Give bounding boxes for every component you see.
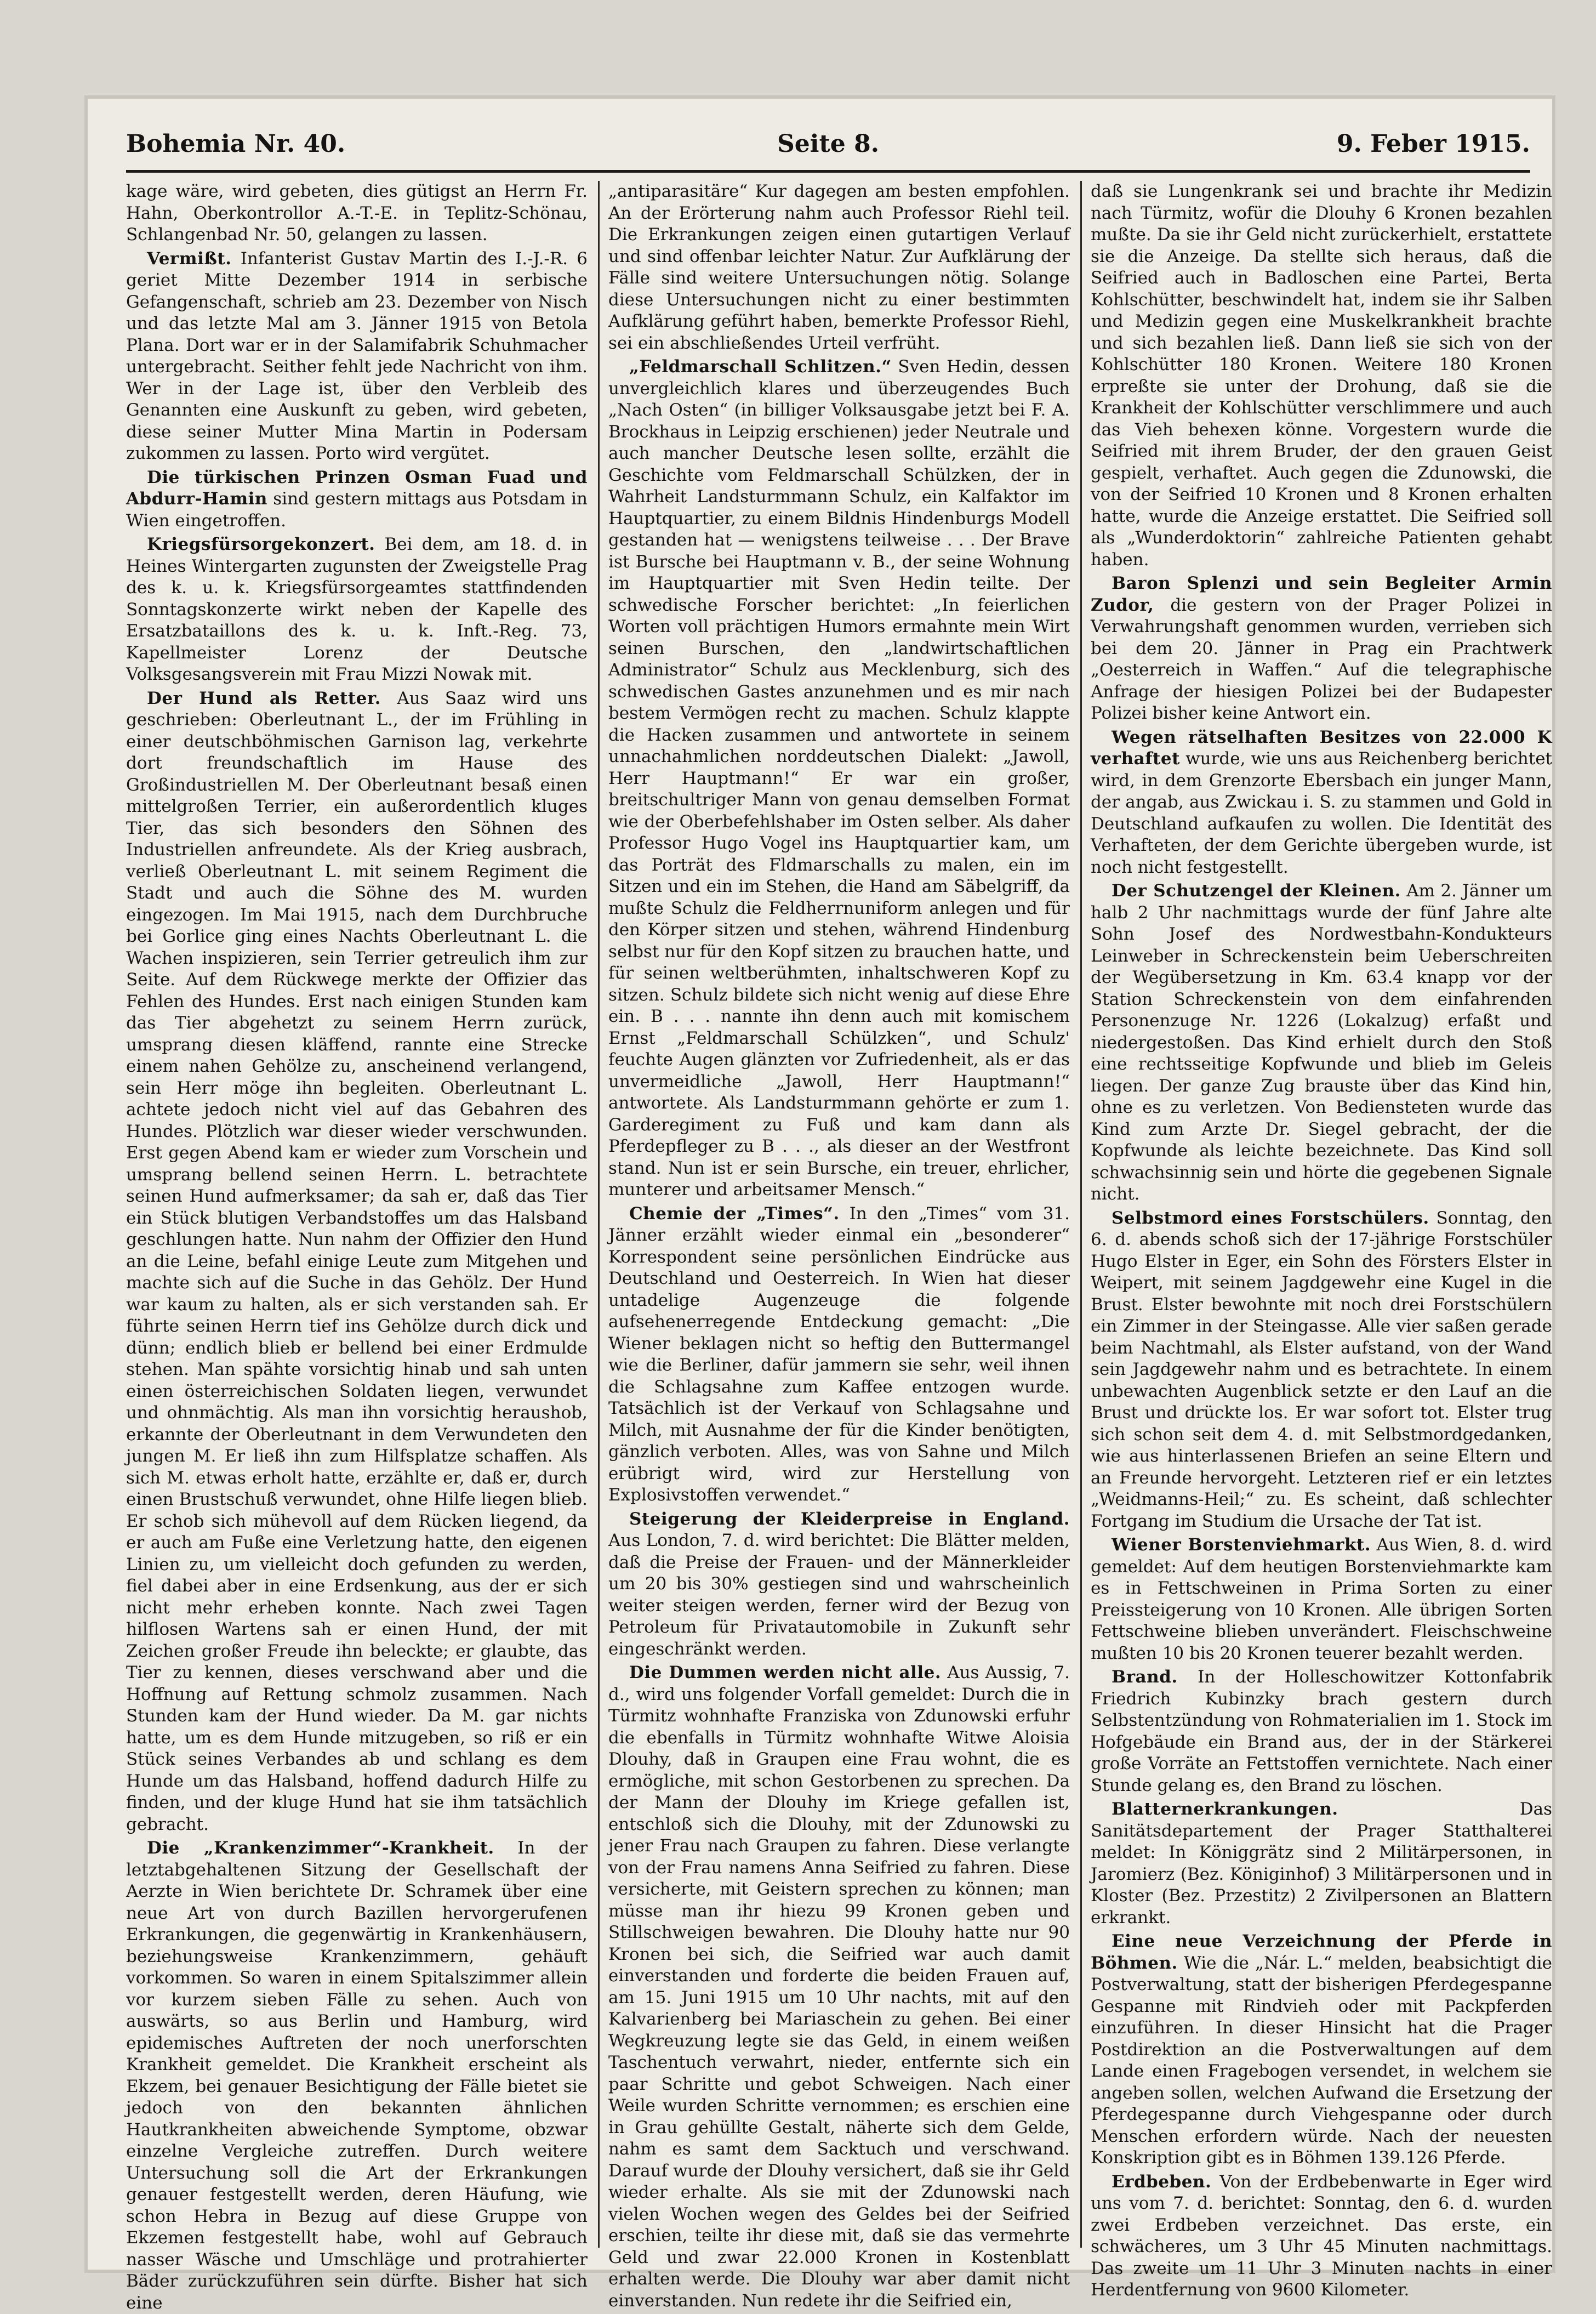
article-paragraph: [126, 688, 588, 1836]
article-paragraph: [1091, 1931, 1552, 2169]
article-text: In der Holleschowitzer Kottonfabrik Friedrich Kubinzky brach gestern durch Selbstentzündung von Rohmaterialien im 1. Stock im Hofgebäude ein Brand aus, der in der Stärkerei große Vorräte an Fettstoffen vernichtete. Nach einer Stunde gelang es, den Brand zu löschen.: [1091, 1667, 1552, 1795]
article-text: „antiparasitäre“ Kur dagegen am besten empfohlen. An der Erörterung nahm auch Professor Riehl teil. Die Erkrankungen zeigen einen gutartigen Verlauf und sind offenbar leichter Natur. Zur Aufklärung der Fälle sind weitere Untersuchungen nötig. Solange diese Untersuchungen nicht zu einer bestimmten Aufklärung geführt haben, bemerkte Professor Riehl, sei ein abschließendes Urteil verfrüht.: [608, 181, 1070, 353]
article-heading: Brand.: [1112, 1667, 1178, 1687]
article-paragraph: [126, 467, 588, 532]
article-text: wurde, wie uns aus Reichenberg berichtet wird, in dem Grenzorte Ebersbach ein junger Mann, der angab, aus Zwickau i. S. zu stammen und Gold in Deutschland aufkaufen zu wollen. Die Identität des Verhafteten, der dem Gerichte übergeben wurde, ist noch nicht festgestellt.: [1091, 749, 1552, 877]
article-paragraph: [608, 1509, 1070, 1661]
article-text: Aus Saaz wird uns geschrieben: Oberleutnant L., der im Frühling in einer deutschböhmischen Garnison lag, verkehrte dort freundschaftlich im Hause des Großindustriellen M. Der Oberleutnant besaß einen mittelgroßen Terrier, ein außerordentlich kluges Tier, das sich besonders den Söhnen des Industriellen anfreundete. Als der Krieg ausbrach, verließ Oberleutnant L. mit seinem Regiment die Stadt und auch die Söhne des M. wurden eingezogen. Im Mai 1915, nach dem Durchbruche bei Gorlice ging eines Nachts Oberleutnant L. die Wachen inspizieren, sein Terrier getreulich ihm zur Seite. Auf dem Rückwege merkte der Offizier das Fehlen des Hundes. Erst nach einigen Stunden kam das Tier abgehetzt zu seinem Herrn zurück, umsprang diesen kläffend, rannte eine Strecke einem nahen Gehölze zu, anscheinend verlangend, sein Herr möge ihn begleiten. Oberleutnant L. achtete jedoch nicht viel auf das Gebahren des Hundes. Plötzlich war dieser wieder verschwunden. Erst gegen Abend kam er wieder zum Vorschein und umsprang bellend seinen Herrn. L. betrachtete seinen Hund aufmerksamer; da sah er, daß das Tier ein Stück blutigen Verbandstoffes um das Halsband geschlungen hatte. Nun nahm der Offizier den Hund an die Leine, befahl einige Leute zum Mitgehen und machte sich auf die Suche in das Gehölz. Der Hund war kaum zu halten, als er sich verstanden sah. Er führte seinen Herrn tief ins Gehölze durch dick und dünn; endlich blieb er bellend bei einer Erdmulde stehen. Man spähte vorsichtig hinab und sah unten einen österreichischen Soldaten liegen, verwundet und ohnmächtig. Als man ihn vorsichtig heraushob, erkannte der Oberleutnant in dem Verwundeten den jungen M. Er ließ ihn zum Hilfsplatze schaffen. Als sich M. etwas erholt hatte, erzählte er, daß er, durch einen Brustschuß verwundet, ohne Hilfe liegen blieb. Er schob sich mühevoll auf dem Rücken liegend, da er auch am Fuße eine Verletzung hatte, den eigenen Linien zu, um vielleicht doch gefunden zu werden, fiel dabei aber in eine Erdsenkung, aus der er sich nicht mehr erheben konnte. Nach zwei Tagen hilflosen Wartens sah er einen Hund, der mit Zeichen großer Freude ihn beleckte; er glaubte, das Tier zu kennen, dieses verschwand aber und die Hoffnung auf Rettung schmolz zusammen. Nach Stunden kam der Hund wieder. Da M. gar nichts hatte, um es dem Hunde mitzugeben, so riß er ein Stück seines Verbandes ab und schlang es dem Hunde um das Halsband, hoffend dadurch Hilfe zu finden, und der kluge Hund hat sie ihm tatsächlich gebracht.: [126, 688, 588, 1834]
article-paragraph: [1091, 573, 1552, 725]
article-paragraph: [126, 1838, 588, 2314]
article-heading: „Feldmarschall Schlitzen.“: [629, 357, 892, 377]
page-header: [126, 118, 1530, 173]
article-text: In den „Times“ vom 31. Jänner erzählt wieder einmal ein „besonderer“ Korrespondent seine persönlichen Eindrücke aus Deutschland und Oesterreich. In Wien hat dieser untadelige Augenzeuge die folgende aufsehenerregende Entdeckung gemacht: „Die Wiener beklagen nicht so heftig den Buttermangel wie die Berliner, dafür jammern sie sehr, weil ihnen die Schlagsahne zum Kaffee entzogen wurde. Tatsächlich ist der Verkauf von Schlagsahne und Milch, mit Ausnahme der für die Kinder benötigten, gänzlich verboten. Alles, was von Sahne und Milch erübrigt wird, wird zur Herstellung von Explosivstoffen verwendet.“: [608, 1203, 1070, 1505]
article-heading: Die Dummen werden nicht alle.: [629, 1663, 942, 1682]
article-paragraph: [1091, 1799, 1552, 1929]
article-heading: Kriegsfürsorgekonzert.: [147, 535, 375, 554]
article-text: Aus Aussig, 7. d., wird uns folgender Vorfall gemeldet: Durch die in Türmitz wohnhafte Franziska von Zdunowski erfuhr die ebenfalls in Türmitz wohnhafte Witwe Aloisia Dlouhy, daß in Graupen eine Frau wohnt, die es ermögliche, mit schon Gestorbenen zu sprechen. Da der Mann der Dlouhy im Kriege gefallen ist, entschloß sich die Dlouhy, mit der Zdunowski zu jener Frau nach Graupen zu fahren. Diese verlangte von der Frau namens Anna Seifried zu fahren. Diese versicherte, mit Geistern sprechen zu können; man müsse man ihr hiezu 99 Kronen geben und Stillschweigen bewahren. Die Dlouhy hatte nur 90 Kronen bei sich, die Seifried war auch damit einverstanden und forderte die beiden Frauen auf, am 15. Juni 1915 um 10 Uhr nachts, mit auf den Kalvarienberg bei Mariaschein zu gehen. Bei einer Wegkreuzung legte sie das Geld, in einem weißen Taschentuch verwahrt, nieder, entfernte sich ein paar Schritte und gebot Schweigen. Nach einer Weile wurden Schritte vernommen; es erschien eine in Grau gehüllte Gestalt, näherte sich dem Gelde, nahm es samt dem Sacktuch und verschwand. Darauf wurde der Dlouhy versichert, daß sie ihr Geld wieder erhalte. Als sie mit der Zdunowski nach vielen Wochen wegen des Geldes bei der Seifried erschien, teilte ihr diese mit, daß sie das vermehrte Geld und zwar 22.000 Kronen in Kostenblatt erhalten werde. Die Dlouhy war aber damit nicht einverstanden. Nun redete ihr die Seifried ein,: [608, 1663, 1070, 2311]
article-heading: Die türkischen Prinzen Osman Fuad und Abdurr-Hamin: [126, 467, 588, 509]
article-paragraph: [1091, 181, 1552, 571]
article-paragraph: [1091, 1667, 1552, 1796]
article-text: sind gestern mittags aus Potsdam in Wien eingetroffen.: [126, 489, 588, 531]
article-text: daß sie Lungenkrank sei und brachte ihr Medizin nach Türmitz, wofür die Dlouhy 6 Kronen bezahlen mußte. Da sie ihr Geld nicht zurückerhielt, erstattete sie die Anzeige. Da stellte sich heraus, daß die Seifried auch in Badloschen eine Partei, Berta Kohlschütter, beschwindelt hat, indem sie ihr Salben und Medizin gegen eine Muskelkrankheit brachte und sich bezahlen ließ. Dann ließ sie sich von der Kohlschütter 180 Kronen. Weitere 180 Kronen erpreßte sie unter der Drohung, daß sie die Krankheit der Kohlschütter verschlimmere und auch das Vieh behexen könne. Vorgestern wurde die Seifried mit ihrem Bruder, der den grauen Geist gespielt, verhaftet. Auch gegen die Zdunowski, die von der Seifried 10 Kronen und 8 Kronen erhalten hatte, wurde die Anzeige erstattet. Die Seifried soll als „Wunderdoktorin“ zahlreiche Patienten gehabt haben.: [1091, 181, 1552, 570]
column-divider: [598, 181, 600, 2248]
article-text: Aus Wien, 8. d. wird gemeldet: Auf dem heutigen Borstenviehmarkte kam es in Fettschweinen in Prima Sorten zu einer Preissteigerung von 10 Kronen. Alle übrigen Sorten Fettschweine blieben unverändert. Fleischschweine mußten 10 bis 20 Kronen teuerer bezahlt werden.: [1091, 1535, 1552, 1663]
article-text: die gestern von der Prager Polizei in Verwahrungshaft genommen wurden, verrieben sich bei dem 20. Jänner in Prag ein Prachtwerk „Oesterreich in Waffen.“ Auf die telegraphische Anfrage der hiesigen Polizei bei der Budapester Polizei bisher keine Antwort ein.: [1091, 595, 1552, 723]
masthead-issue: Bohemia Nr. 40.: [126, 130, 346, 158]
column-2: [608, 181, 1070, 2311]
article-heading: Die „Krankenzimmer“-Krankheit.: [147, 1838, 494, 1858]
article-heading: Wiener Borstenviehmarkt.: [1112, 1535, 1371, 1555]
article-heading: Wegen rätselhaften Besitzes von 22.000 K verhaftet: [1091, 727, 1552, 769]
article-text: Am 2. Jänner um halb 2 Uhr nachmittags wurde der fünf Jahre alte Sohn Josef des Nordwestbahn-Kondukteurs Leinweber in Schreckenstein beim Ueberschreiten der Wegübersetzung in Km. 63.4 knapp vor der Station Schreckenstein von dem einfahrenden Personenzuge Nr. 1226 (Lokalzug) erfaßt und niedergestoßen. Das Kind erhielt durch den Stoß eine rechtsseitige Kopfwunde und blieb im Geleis liegen. Der ganze Zug brauste über das Kind hin, ohne es zu verletzen. Von Bediensteten wurde das Kind zum Arzte Dr. Siegel gebracht, der die Kopfwunde als leichte bezeichnete. Das Kind soll schwachsinnig sein und hörte die gegebenen Signale nicht.: [1091, 881, 1552, 1204]
article-heading: Blatternerkrankungen.: [1112, 1799, 1338, 1819]
article-heading: Der Schutzengel der Kleinen.: [1112, 881, 1401, 901]
article-text: Von der Erdbebenwarte in Eger wird uns vom 7. d. berichtet: Sonntag, den 6. d. wurden zwei Erdbeben verzeichnet. Das erste, ein schwächeres, um 3 Uhr 45 Minuten nachmittags. Das zweite um 11 Uhr 3 Minuten nachts in einer Herdentfernung von 9600 Kilometer.: [1091, 2171, 1553, 2300]
article-text: Aus London, 7. d. wird berichtet: Die Blätter melden, daß die Preise der Frauen- und der Männerkleider um 20 bis 30% gestiegen sind und wahrscheinlich weiter steigen werden, ferner wird der Bezug von Petroleum für Privatautomobile in Zukunft sehr eingeschränkt werden.: [608, 1531, 1070, 1659]
column-divider: [1080, 181, 1082, 2248]
article-paragraph: [1091, 880, 1552, 1206]
article-columns: [126, 181, 1553, 2313]
article-paragraph: [608, 1662, 1070, 2312]
article-paragraph: [608, 181, 1070, 354]
issue-date: 9. Feber 1915.: [1336, 130, 1530, 158]
article-paragraph: [126, 181, 588, 246]
article-text: Bei dem, am 18. d. in Heines Wintergarten zugunsten der Zweigstelle Prag des k. u. k. Kriegsfürsorgeamtes stattfindenden Sonntagskonzerte wirkt neben der Kapelle des Ersatzbataillons des k. u. k. Inft.-Reg. 73, Kapellmeister Lorenz der Deutsche Volksgesangsverein mit Frau Mizzi Nowak mit.: [126, 535, 588, 684]
article-text: Sven Hedin, dessen unvergleichlich klares und überzeugendes Buch „Nach Osten“ (in billiger Volksausgabe jetzt bei F. A. Brockhaus in Leipzig erschienen) jeder Neutrale und auch mancher Deutsche lesen sollte, erzählt die Geschichte vom Feldmarschall Schülzken, der in Wahrheit Landsturmmann Schulz, ein Kalfaktor im Hauptquartier, zu einem Bildnis Hindenburgs Modell gestanden hat — wenigstens teilweise . . . Der Brave ist Bursche bei Hauptmann v. B., der seine Wohnung im Hauptquartier mit Sven Hedin teilte. Der schwedische Forscher berichtet: „In feierlichen Worten voll prächtigen Humors ermahnte mein Wirt seinen Burschen, den „landwirtschaftlichen Administrator“ Schulz aus Mecklenburg, sich des schwedischen Gastes anzunehmen und es mir nach bestem Vermögen recht zu machen. Schulz klappte die Hacken zusammen und antwortete in seinem unnachahmlichen norddeutschen Dialekt: „Jawoll, Herr Hauptmann!“ Er war ein großer, breitschultriger Mann von genau demselben Format wie der Oberbefehlshaber im Osten selber. Als daher Professor Hugo Vogel ins Hauptquartier kam, um das Porträt des Fldmarschalls zu malen, ein im Sitzen und ein im Stehen, die Hand am Säbelgriff, da mußte Schulz die Feldherrnuniform anlegen und für den Körper sitzen und stehen, während Hindenburg selbst nur für den Kopf sitzen zu brauchen hatte, und für seinen weltberühmten, inhaltschweren Kopf zu sitzen. Schulz bildete sich nicht wenig auf diese Ehre ein. B . . . nannte ihn denn auch mit komischem Ernst „Feldmarschall Schülzken“, und Schulz' feuchte Augen glänzten vor Zufriedenheit, als er das unvermeidliche „Jawoll, Herr Hauptmann!“ antwortete. Als Landsturmmann gehörte er zum 1. Garderegiment zu Fuß und kam dann als Pferdepfleger zu B . . ., als dieser an der Westfront stand. Nun ist er sein Bursche, ein treuer, ehrlicher, munterer und arbeitsamer Mensch.“: [608, 357, 1070, 1199]
article-text: Wie die „Nár. L.“ melden, beabsichtigt die Postverwaltung, statt der bisherigen Pferdegespanne Gespanne mit Rindvieh oder mit Packpferden einzuführen. In dieser Hinsicht hat die Prager Postdirektion an die Postverwaltungen auf dem Lande einen Fragebogen versendet, in welchem sie angeben sollen, welchen Aufwand die Ersetzung der Pferdegespanne durch Viehgespanne oder durch Menschen erfordern würde. Nach der neuesten Konskription gibt es in Böhmen 139.126 Pferde.: [1091, 1953, 1552, 2168]
article-heading: Chemie der „Times“.: [629, 1203, 840, 1224]
article-text: Sonntag, den 6. d. abends schoß sich der 17-jährige Forstschüler Hugo Elster in Eger, ein Sohn des Försters Elster in Weipert, mit seinem Jagdgewehr eine Kugel in die Brust. Elster bewohnte mit noch drei Forstschülern ein Zimmer in der Steingasse. Alle vier saßen gerade beim Nachtmahl, als Elster aufstand, von der Wand sein Jagdgewehr nahm und es betrachtete. In einem unbewachten Augenblick setzte er den Lauf an die Brust und drückte los. Er war sofort tot. Elster trug sich schon seit dem 4. d. mit Selbstmordgedanken, wie aus hinterlassenen Briefen an seine Eltern und an Freunde hervorgeht. Letzteren rief er ein letztes „Weidmanns-Heil;“ zu. Es scheint, daß schlechter Fortgang im Studium die Ursache der Tat ist.: [1091, 1208, 1552, 1531]
article-paragraph: [126, 248, 588, 465]
article-heading: Eine neue Verzeichnung der Pferde in Böhmen.: [1091, 1931, 1552, 1973]
article-paragraph: [608, 356, 1070, 1201]
article-heading: Baron Splenzi und sein Begleiter Armin Zudor,: [1091, 573, 1552, 615]
article-text: kage wäre, wird gebeten, dies gütigst an Herrn Fr. Hahn, Oberkontrollor A.-T.-E. in Teplitz-Schönau, Schlangenbad Nr. 50, gelangen zu lassen.: [126, 181, 588, 245]
article-paragraph: [1091, 2171, 1552, 2301]
article-paragraph: [1091, 727, 1552, 879]
article-heading: Steigerung der Kleiderpreise in England.: [629, 1509, 1070, 1529]
article-heading: Selbstmord eines Forstschülers.: [1112, 1208, 1429, 1228]
column-3: [1091, 181, 1553, 2300]
article-paragraph: [126, 534, 588, 686]
article-paragraph: [1091, 1534, 1552, 1664]
article-text: Infanterist Gustav Martin des I.-J.-R. 6 geriet Mitte Dezember 1914 in serbische Gefangenschaft, schrieb am 23. Dezember von Nisch und das letzte Mal am 3. Jänner 1915 von Betola Plana. Dort war er in der Salamifabrik Schuhmacher untergebracht. Seither fehlt jede Nachricht von ihm. Wer in der Lage ist, über den Verbleib des Genannten eine Auskunft zu geben, wird gebeten, diese seiner Mutter Mina Martin in Podersam zukommen zu lassen. Porto wird vergütet.: [126, 248, 588, 463]
column-1: [126, 181, 588, 2313]
article-heading: Der Hund als Retter.: [147, 688, 381, 708]
article-text: Das Sanitätsdepartement der Prager Statthalterei meldet: In Königgrätz sind 2 Militärpersonen, in Jaromierz (Bez. Königinhof) 3 Militärpersonen und in Kloster (Bez. Przestitz) 2 Zivilpersonen an Blattern erkrankt.: [1091, 1799, 1552, 1928]
article-text: In der letztabgehaltenen Sitzung der Gesellschaft der Aerzte in Wien berichtete Dr. Schramek über eine neue Art von durch Bazillen hervorgerufenen Erkrankungen, die gegenwärtig in Krankenhäusern, beziehungsweise Krankenzimmern, gehäuft vorkommen. So waren in einem Spitalszimmer allein vor kurzem sieben Fälle zu sehen. Auch von auswärts, so aus Berlin und Hamburg, wird epidemisches Auftreten der noch unerforschten Krankheit gemeldet. Die Krankheit erscheint als Ekzem, bei genauer Besichtigung der Fälle bietet sie jedoch von den bekannten ähnlichen Hautkrankheiten abweichende Symptome, obzwar einzelne Vergleiche zutreffen. Durch weitere Untersuchung soll die Art der Erkrankungen genauer festgestellt werden, deren Häufung, wie schon Hebra in Bezug auf diese Gruppe von Ekzemen festgestellt habe, wohl auf Gebrauch nasser Wäsche und Umschläge und protrahierter Bäder zurückzuführen sein dürfte. Bisher hat sich eine: [126, 1838, 588, 2313]
article-paragraph: [608, 1203, 1070, 1506]
page-number: Seite 8.: [777, 130, 880, 158]
newspaper-page: [88, 99, 1553, 2313]
article-heading: Vermißt.: [147, 248, 232, 269]
article-paragraph: [1091, 1208, 1552, 1533]
article-heading: Erdbeben.: [1112, 2171, 1212, 2192]
